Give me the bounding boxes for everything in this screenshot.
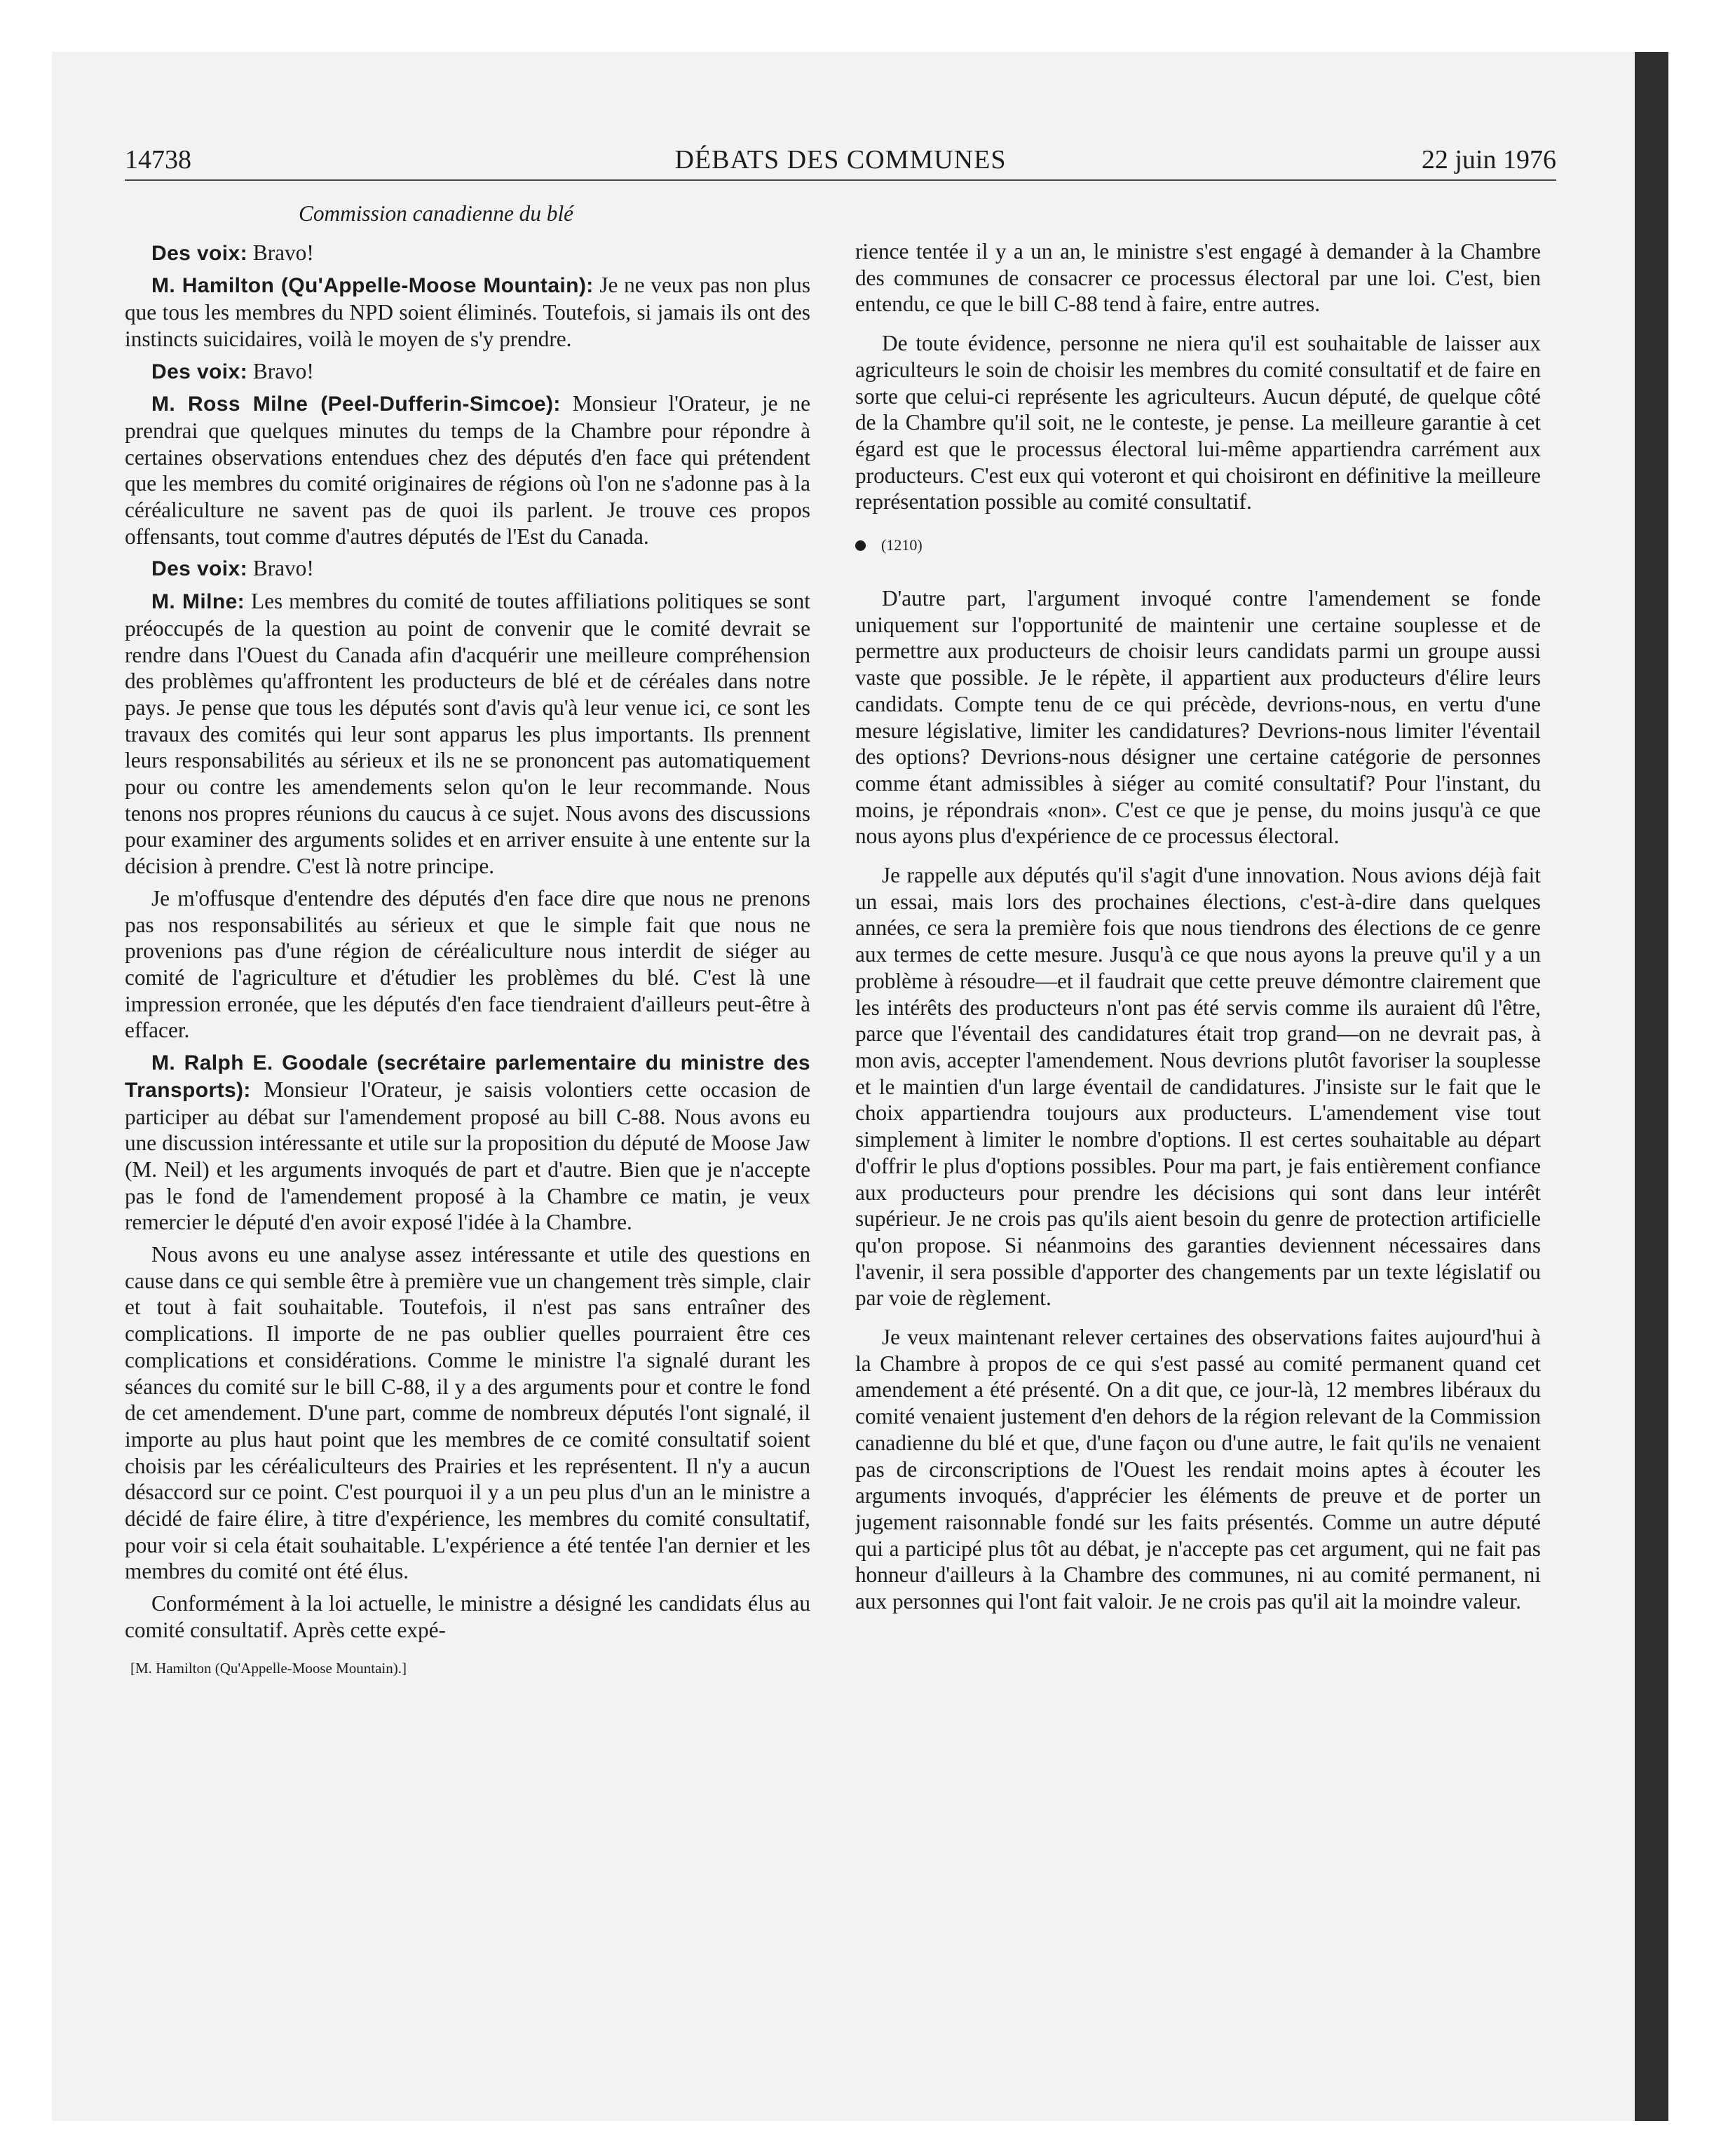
page-number: 14738 [125, 145, 191, 175]
footnote: [M. Hamilton (Qu'Appelle-Moose Mountain).] [130, 1659, 407, 1677]
paragraph-text: Monsieur l'Orateur, je ne prendrai que quelques minutes du temps de la Chambre pour répondre à certaines observations entendues chez des députés d'en face qui prétendent que les membres du comité originaires de régions où l'on ne s'adonne pas à la céréaliculture ne savent pas de quoi ils parlent. Je trouve ces propos offensants, tout comme d'autres députés de l'Est du Canada. [125, 391, 810, 549]
paragraph [855, 1324, 1541, 1615]
speaker-name: M. Milne: [151, 590, 245, 614]
right-column [855, 238, 1541, 2110]
paragraph [125, 885, 810, 1044]
paragraph [125, 240, 810, 267]
paragraph-text: Je m'offusque d'entendre des députés d'en face dire que nous ne prenons pas nos responsabilités au sérieux et que le simple fait que nous ne provenions pas d'une région de céréaliculture nous interdit de siéger au comité de l'agriculture et d'étudier les problèmes du blé. C'est là une impression erronée, que les députés d'en face tiendraient d'ailleurs peut-être à effacer. [125, 885, 810, 1043]
speaker-name: M. Hamilton (Qu'Appelle-Moose Mountain): [151, 274, 594, 298]
paragraph-text: De toute évidence, personne ne niera qu'il est souhaitable de laisser aux agriculteurs le soin de choisir les membres du comité consultatif et de faire en sorte que celui-ci représente les agriculteurs. Aucun député, de quelque côté de la Chambre qu'il soit, ne le conteste, je pense. La meilleure garantie à cet égard est que le processus électoral lui-même appartiendra carrément aux producteurs. C'est eux qui voteront et qui choisiront en définitive la meilleure représentation possible au comité consultatif. [855, 331, 1541, 514]
paragraph [855, 330, 1541, 515]
speaker-name: M. Ross Milne (Peel-Dufferin-Simcoe): [151, 393, 561, 416]
paragraph [855, 862, 1541, 1311]
paragraph-text: rience tentée il y a un an, le ministre s'est engagé à demander à la Chambre des communes de consacrer ce processus électoral par une loi. C'est, bien entendu, ce que le bill C-88 tend à faire, entre autres. [855, 239, 1541, 317]
section-heading: Commission canadienne du blé [299, 201, 574, 226]
paragraph [125, 272, 810, 352]
paragraph [855, 238, 1541, 318]
paragraph-text: Nous avons eu une analyse assez intéressante et utile des questions en cause dans ce qui semble être à première vue un changement très simple, clair et tout à fait souhaitable. Toutefois, il n'est pas sans entraîner des complications. Il importe de ne pas oublier quelles pourraient être ces complications et considérations. Comme le ministre l'a signalé durant les séances du comité sur le bill C-88, il y a des arguments pour et contre le fond de cet amendement. D'une part, comme de nombreux députés l'ont signalé, il importe au plus haut point que les membres de ce comité consultatif soient choisis par les céréaliculteurs des Prairies et les représentent. Il n'y a aucun désaccord sur ce point. C'est pourquoi il y a un peu plus d'un an le ministre a décidé de faire élire, à titre d'expérience, les membres du comité consultatif, pour voir si cela était souhaitable. L'expérience a été tentée l'an dernier et les membres du comité ont été élus. [125, 1242, 810, 1584]
paragraph-text: Bravo! [252, 240, 314, 265]
time-marker-text: (1210) [881, 536, 923, 554]
paragraph [125, 1049, 810, 1236]
running-head [125, 137, 1556, 181]
left-column [125, 200, 810, 2072]
journal-title: DÉBATS DES COMMUNES [674, 145, 1007, 175]
paragraph [855, 585, 1541, 850]
paragraph [125, 358, 810, 386]
speaker-name: Des voix: [151, 557, 247, 581]
bullet-dot-icon [855, 540, 866, 551]
paragraph [125, 588, 810, 880]
paragraph-text: Je veux maintenant relever certaines des observations faites aujourd'hui à la Chambre à propos de ce qui s'est passé au comité permanent quand cet amendement a été présenté. On a dit que, ce jour-là, 12 membres libéraux du comité venaient justement d'en dehors de la région relevant de la Commission canadienne du blé et que, d'une façon ou d'une autre, le fait qu'ils ne venaient pas de circonscriptions de l'Ouest les rendait moins aptes à écouter les arguments invoqués, d'apprécier les éléments de preuve et de porter un jugement raisonnable fondé sur les faits présentés. Comme un autre député qui a participé plus tôt au débat, je n'accepte pas cet argument, qui ne fait pas honneur d'ailleurs à la Chambre des communes, ni au comité permanent, ni aux personnes qui l'ont fait valoir. Je ne crois pas qu'il ait la moindre valeur. [855, 1325, 1541, 1614]
paragraph-text: Conformément à la loi actuelle, le ministre a désigné les candidats élus au comité consultatif. Après cette expé- [125, 1591, 810, 1642]
paragraph-text: Monsieur l'Orateur, je saisis volontiers cette occasion de participer au débat sur l'amendement proposé au bill C-88. Nous avons eu une discussion intéressante et utile sur la proposition du député de Moose Jaw (M. Neil) et les arguments invoqués de part et d'autre. Bien que je n'accepte pas le fond de l'amendement proposé à la Chambre ce matin, je veux remercier le député d'en avoir exposé l'idée à la Chambre. [125, 1077, 810, 1235]
speaker-name: Des voix: [151, 360, 247, 383]
speaker-name: Des voix: [151, 241, 247, 265]
time-marker [855, 536, 1541, 554]
paragraph [125, 1241, 810, 1585]
paragraph-text: Bravo! [252, 358, 314, 383]
paragraph-text: Bravo! [252, 556, 314, 581]
paragraph-text: Je rappelle aux députés qu'il s'agit d'une innovation. Nous avions déjà fait un essai, mais lors des prochaines élections, c'est-à-dire dans quelques années, ce sera la première fois que nous tiendrons des élections de ce genre aux termes de cette mesure. Jusqu'à ce que nous ayons la preuve qu'il y a un problème à résoudre—et il faudrait que cette preuve démontre clairement que les intérêts des producteurs n'ont pas été servis comme ils auraient dû l'être, parce que l'éventail des candidatures était trop grand—on ne devrait pas, à mon avis, accepter l'amendement. Nous devrions plutôt favoriser la souplesse et le maintien d'un large éventail de candidatures. J'insiste sur le fait que le choix appartiendra toujours aux producteurs. L'amendement vise tout simplement à limiter le nombre d'options. Il est certes souhaitable au départ d'offrir le plus d'options possibles. Pour ma part, je fais entièrement confiance aux producteurs pour prendre les décisions qui sont dans leur intérêt supérieur. Je ne crois pas qu'ils aient besoin du genre de protection artificielle qu'on propose. Si néanmoins des garanties deviennent nécessaires dans l'avenir, il sera possible d'apporter des changements par un texte législatif ou par voie de règlement. [855, 863, 1541, 1311]
paragraph [125, 555, 810, 582]
speaker-name: M. Ralph E. Goodale (secrétaire parlementaire du ministre des Transports): [125, 1051, 810, 1102]
scan-edge-shadow [1635, 52, 1668, 2121]
paragraph [125, 390, 810, 550]
paragraph [125, 1590, 810, 1643]
paragraph-text: Les membres du comité de toutes affiliations politiques se sont préoccupés de la question au point de convenir que le comité devrait se rendre dans l'Ouest du Canada afin d'acquérir une meilleure compréhension des problèmes qu'affrontent les producteurs de blé et de céréales dans notre pays. Je pense que tous les députés sont d'avis qu'à leur venue ici, ce sont les travaux des comités qui leur sont apparus les plus importants. Ils prennent leurs responsabilités au sérieux et ils ne se prononcent pas automatiquement pour ou contre les amendements selon qu'on le leur recommande. Nous tenons nos propres réunions du caucus à ce sujet. Nous avons des discussions pour examiner des arguments solides et en arriver ensuite à une entente sur la décision à prendre. C'est là notre principe. [125, 589, 810, 879]
page-date: 22 juin 1976 [1421, 145, 1556, 175]
paragraph-text: D'autre part, l'argument invoqué contre l'amendement se fonde uniquement sur l'opportunité de maintenir une certaine souplesse et de permettre aux producteurs de choisir leurs candidats parmi un groupe aussi vaste que possible. Je le répète, il appartient aux producteurs d'élire leurs candidats. Compte tenu de ce qui précède, devrions-nous, en vertu d'une mesure législative, limiter les candidatures? Devrions-nous limiter l'éventail des options? Devrions-nous désigner une certaine catégorie de personnes comme étant admissibles à siéger au comité consultatif? Pour l'instant, du moins, je répondrais «non». C'est ce que je pense, du moins jusqu'à ce que nous ayons plus d'expérience de ce processus électoral. [855, 586, 1541, 849]
paragraph-text: Je ne veux pas non plus que tous les membres du NPD soient éliminés. Toutefois, si jamais ils ont des instincts suicidaires, voilà le moyen de s'y prendre. [125, 273, 810, 351]
